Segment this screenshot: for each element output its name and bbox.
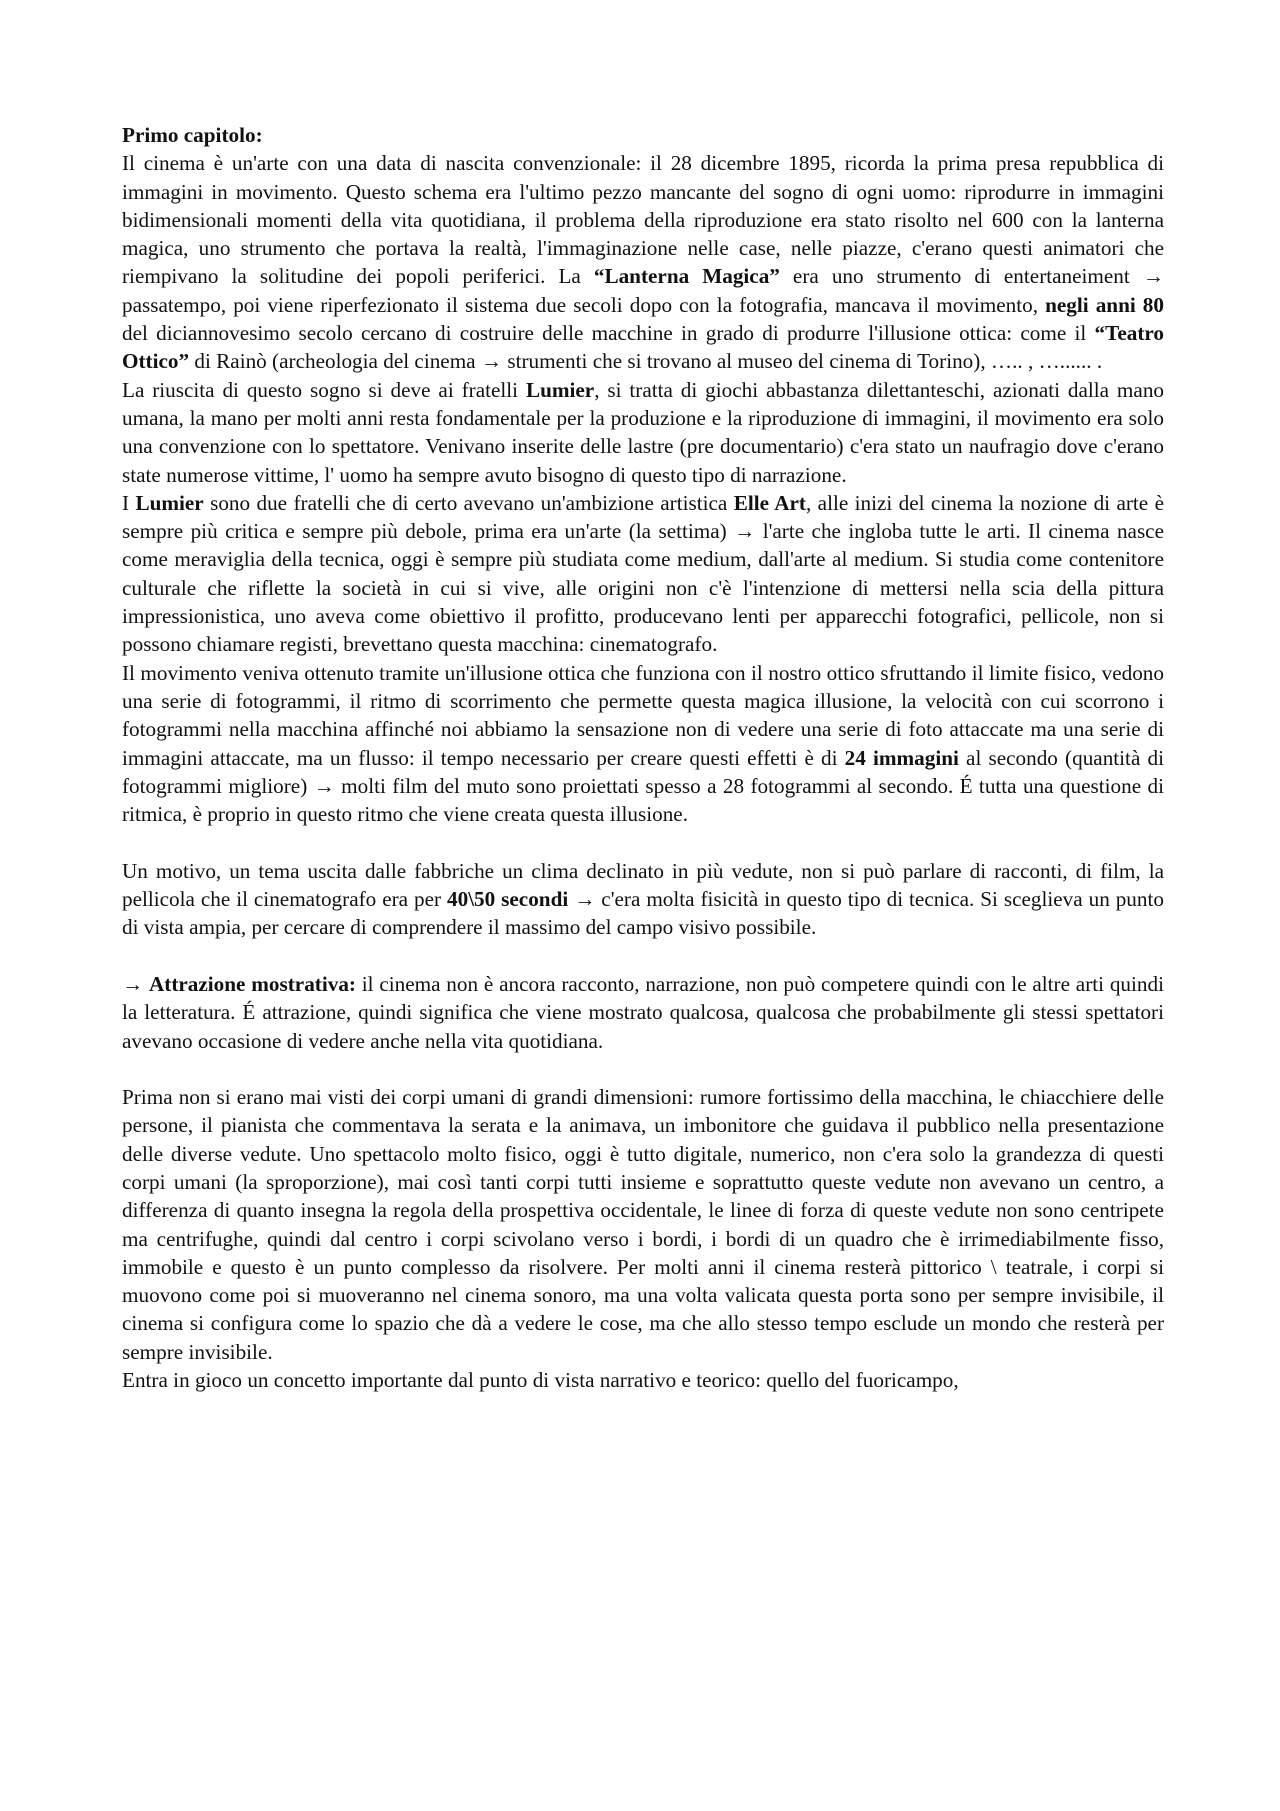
paragraph-text: di Rainò (archeologia del cinema → strumenti che si trovano al museo del cinema di Torino), ….. , …...... . [189,349,1103,374]
paragraph-lumier-brothers [122,489,1164,659]
chapter-heading: Primo capitolo: [122,123,263,147]
paragraph-text: del diciannovesimo secolo cercano di costruire delle macchine in grado di produrre l'illusione ottica: come il [122,321,1095,346]
bold-term-attrazione-mostrativa: Attrazione mostrativa: [148,971,356,996]
paragraph-text: era uno strumento di entertaneiment → passatempo, poi viene riperfezionato il sistema due secoli dopo con la fotografia, mancava il movimento, [122,264,1165,317]
paragraph-text: al secondo (quantità di fotogrammi migliore) → molti film del muto sono proiettati spesso a 28 fotogrammi al secondo. É tutta una questione di ritmica, è proprio in questo ritmo che viene creata questa illusione. [122,745,1164,827]
bold-term-lanterna-magica: “Lanterna Magica” [593,264,780,289]
bold-term-40-50-secondi: 40\50 secondi [446,887,569,912]
bold-term-anni-80: negli anni 80 [1045,292,1164,317]
paragraph-motivo [122,857,1164,942]
paragraph-text: La riuscita di questo sogno si deve ai fratelli [122,377,526,402]
bold-term-lumier: Lumier [525,377,595,402]
bold-term-lumier: Lumier [135,490,204,515]
bold-term-24-immagini: 24 immagini [844,745,959,770]
paragraph-fuoricampo: Entra in gioco un concetto importante dal punto di vista narrativo e teorico: quello del fuoricampo, [122,1368,959,1393]
paragraph-text: , alle inizi del cinema la nozione di arte è sempre più critica e sempre più debole, prima era un'arte (la settima) → l'arte che ingloba tutte le arti. Il cinema nasce come meraviglia della tecnica, oggi è sempre più studiata come medium, dall'arte al medium. Si studia come contenitore culturale che riflette la società in cui si vive, alle origini non c'è l'intenzione di mettersi nella scia della pittura impressionistica, uno aveva come obiettivo il profitto, producevano lenti per apparecchi fotografici, pellicole, non si possono chiamare registi, brevettano questa macchina: cinematografo. [122,490,1164,657]
paragraph-text: Il cinema è un'arte con una data di nascita convenzionale: il 28 dicembre 1895, ricorda la prima presa repubblica di immagini in movimento. Questo schema era l'ultimo pezzo mancante del sogno di ogni uomo: riprodurre in immagini bidimensionali momenti della vita quotidiana, il problema della riproduzione era stato risolto nel 600 con la lanterna magica, uno strumento che portava la realtà, l'immaginazione nelle case, nelle piazze, c'erano questi animatori che riempivano la solitudine dei popoli periferici. La [122,151,1164,289]
paragraph-attrazione-mostrativa [122,970,1164,1055]
bold-term-teatro-ottico: “Teatro Ottico” [122,321,1164,374]
paragraph-text: , si tratta di giochi abbastanza dilettanteschi, azionati dalla mano umana, la mano per molti anni resta fondamentale per la produzione e la riproduzione di immagini, il movimento era solo una convenzione con lo spettatore. Venivano inserite delle lastre (pre documentario) c'era stato un naufragio dove c'erano state numerose vittime, l' uomo ha sempre avuto bisogno di questo tipo di narrazione. [122,377,1165,487]
paragraph-text: → [122,971,149,996]
paragraph-lumier-dream [122,376,1164,489]
document-body [122,121,1164,1394]
paragraph-text: → c'era molta fisicità in questo tipo di tecnica. Si sceglieva un punto di vista ampia, per cercare di comprendere il massimo del campo visivo possibile. [122,887,1164,940]
paragraph-text: Un motivo, un tema uscita dalle fabbriche un clima declinato in più vedute, non si può parlare di racconti, di film, la pellicola che il cinematografo era per [122,858,1164,912]
paragraph-text: sono due fratelli che di certo avevano un'ambizione artistica [203,490,734,515]
paragraph-movement-illusion [122,659,1164,829]
paragraph-corpi-umani: Prima non si erano mai visti dei corpi umani di grandi dimensioni: rumore fortissimo della macchina, le chiacchiere delle persone, il pianista che commentava la serata e la animava, un imbonitore che guidava il pubblico nella presentazione delle diverse vedute. Uno spettacolo molto fisico, oggi è tutto digitale, numerico, non c'era solo la grandezza di questi corpi umani (la sproporzione), mai così tanti corpi tutti insieme e soprattutto queste vedute non avevano un centro, a differenza di quanto insegna la regola della prospettiva occidentale, le linee di forza di queste vedute non sono centripete ma centrifughe, quindi dal centro i corpi scivolano verso i bordi, i bordi di un quadro che è irrimediabilmente fisso, immobile e questo è un punto complesso da risolvere. Per molti anni il cinema resterà pittorico \ teatrale, i corpi si muovono come poi si muoveranno nel cinema sonoro, ma una volta valicata questa porta sono per sempre invisibile, il cinema si configura come lo spazio che dà a vedere le cose, ma che allo stesso tempo esclude un mondo che resterà per sempre invisibile. [122,1085,1164,1364]
paragraph-text: I [122,490,136,515]
paragraph-text: il cinema non è ancora racconto, narrazione, non può competere quindi con le altre arti quindi la letteratura. É attrazione, quindi significa che viene mostrato qualcosa, qualcosa che probabilmente gli stessi spettatori avevano occasione di vedere anche nella vita quotidiana. [122,971,1164,1053]
bold-term-elle-art: Elle Art [733,490,806,515]
paragraph-origins [122,149,1164,375]
paragraph-text: Il movimento veniva ottenuto tramite un'illusione ottica che funziona con il nostro ottico sfruttando il limite fisico, vedono una serie di fotogrammi, il ritmo di scorrimento che permette questa magica illusione, la velocità con cui scorrono i fotogrammi nella macchina affinché noi abbiamo la sensazione non di vedere una serie di foto attaccate ma una serie di immagini attaccate, ma un flusso: il tempo necessario per creare questi effetti è di [122,660,1164,770]
